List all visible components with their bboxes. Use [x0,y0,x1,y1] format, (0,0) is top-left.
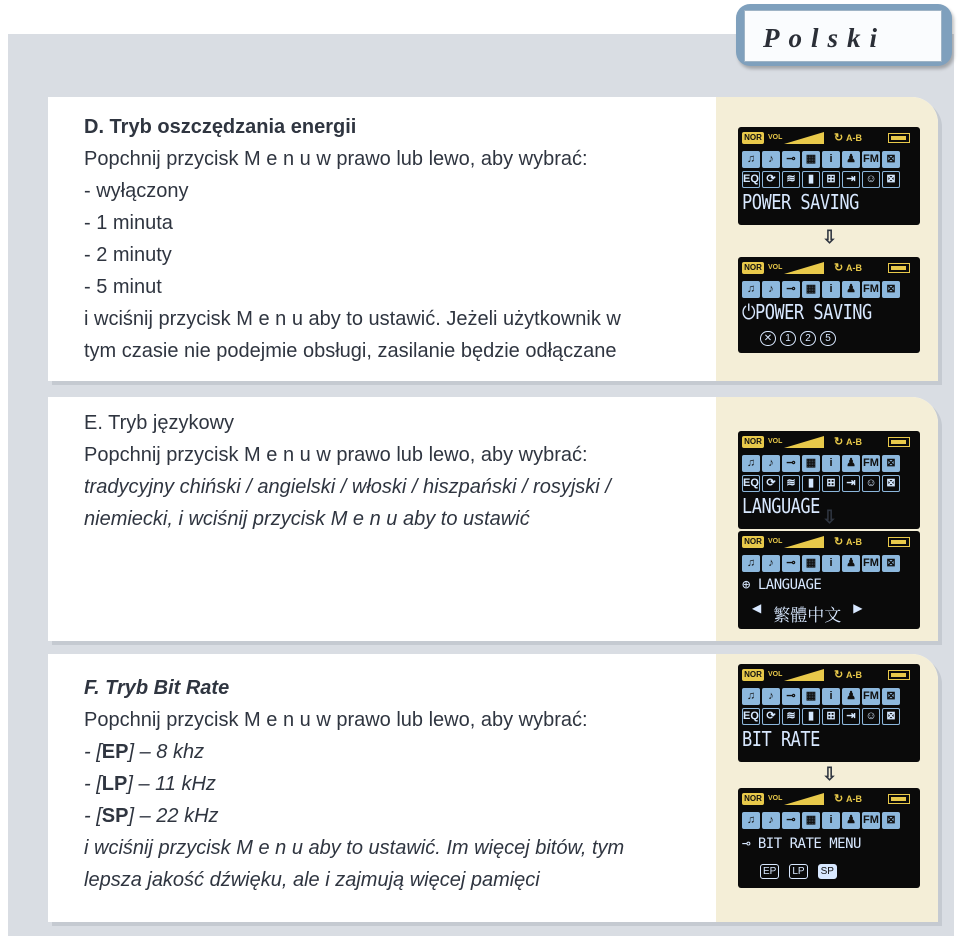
menu-icon: ♫ [742,455,760,472]
down-arrow-icon: ⇩ [822,507,838,527]
menu-icon: i [822,555,840,572]
menu-icon: ≋ [782,475,800,492]
menu-icon: ≋ [782,708,800,725]
lcd-label-text: POWER SAVING [754,301,872,325]
menu-icon: FM [862,555,880,572]
menu-icon: ⊸ [782,455,800,472]
nor-badge: NOR [742,536,764,548]
menu-icon: ⊠ [882,151,900,168]
menu-icon: ▦ [802,151,820,168]
lcd-icon-row [742,708,916,726]
menu-icon: EQ [742,475,760,492]
menu-icon: ⟳ [762,708,780,725]
menu-icon: ⇥ [842,708,860,725]
language-selector [752,601,912,626]
ab-label: A-B [846,263,862,273]
menu-icon: ▦ [802,688,820,705]
lcd-status-bar [742,535,916,551]
volume-icon [784,132,824,144]
repeat-icon: ↻ [834,793,844,805]
menu-icon: ♪ [762,812,780,829]
option-2: 2 [800,331,816,346]
lcd-options [760,331,836,346]
menu-icon: ⇥ [842,475,860,492]
menu-icon: ⊠ [882,555,900,572]
text-line: Popchnij przycisk M e n u w prawo lub lewo, aby wybrać: [84,148,588,170]
menu-icon: ♫ [742,812,760,829]
lcd-label [742,301,872,325]
menu-icon: i [822,688,840,705]
text-line: - wyłączony [84,180,189,202]
lcd-icon-row [742,151,916,169]
section-text [84,407,611,535]
bitrate-lp-line [84,768,624,800]
menu-icon: ⊸ [782,812,800,829]
language-value: 繁體中文 [773,606,842,625]
menu-icon: ♪ [762,688,780,705]
text-fragment: - [ [84,805,102,827]
down-arrow-icon: ⇩ [822,227,838,247]
lcd-icon-row [742,688,916,706]
menu-icon: ⊠ [882,475,900,492]
menu-icon: FM [862,688,880,705]
volume-label: VOL [768,671,783,678]
menu-icon: ⇥ [842,171,860,188]
volume-label: VOL [768,795,783,802]
ab-label: A-B [846,537,862,547]
menu-icon: ⊸ [782,151,800,168]
bitrate-ep-line [84,736,624,768]
text-line: - 2 minuty [84,244,172,266]
menu-icon: ♪ [762,151,780,168]
lcd-icon-row [742,171,916,189]
menu-icon: ♟ [842,281,860,298]
lcd-status-bar [742,668,916,684]
nor-badge: NOR [742,793,764,805]
battery-icon [888,537,910,547]
lcd-screen-power-saving [738,127,920,225]
lcd-label: POWER SAVING [742,191,859,215]
menu-icon: ♫ [742,151,760,168]
bitrate-code: EP [101,741,129,763]
menu-icon: ♟ [842,151,860,168]
option-sp: SP [818,864,837,879]
menu-icon: ▮ [802,708,820,725]
repeat-icon: ↻ [834,436,844,448]
menu-icon: ♟ [842,812,860,829]
volume-label: VOL [768,538,783,545]
lcd-label: LANGUAGE [742,495,820,519]
lcd-screen-language-options [738,531,920,629]
menu-icon: EQ [742,171,760,188]
bitrate-code: LP [101,773,128,795]
repeat-icon: ↻ [834,262,844,274]
section-power-saving [48,97,938,381]
right-triangle-icon: ▶ [853,601,863,615]
nor-badge: NOR [742,262,764,274]
volume-icon [784,669,824,681]
lcd-label-text: BIT RATE MENU [757,836,861,852]
text-line: i wciśnij przycisk M e n u aby to ustawić. Jeżeli użytkownik w [84,308,621,330]
text-line: - 1 minuta [84,212,173,234]
menu-icon: ♟ [842,455,860,472]
section-language [48,397,938,641]
ab-label: A-B [846,437,862,447]
battery-icon [888,263,910,273]
menu-icon: ⊸ [782,555,800,572]
menu-icon: FM [862,455,880,472]
volume-icon [784,793,824,805]
nor-badge: NOR [742,669,764,681]
lcd-icon-row [742,281,916,299]
section-text [84,111,621,367]
nor-badge: NOR [742,132,764,144]
text-fragment: ] – 11 kHz [127,773,216,795]
lcd-status-bar [742,261,916,277]
section-bit-rate [48,654,938,922]
section-heading: D. Tryb oszczędzania energii [84,116,357,138]
menu-icon: ♪ [762,455,780,472]
lcd-label [742,577,821,593]
text-fragment: - [ [84,741,102,763]
ab-label: A-B [846,794,862,804]
text-line: - 5 minut [84,276,162,298]
menu-icon: ⊸ [782,281,800,298]
menu-icon: ⊠ [882,171,900,188]
menu-icon: ▮ [802,475,820,492]
menu-icon: i [822,151,840,168]
menu-icon: FM [862,151,880,168]
menu-icon: ☺ [862,708,880,725]
menu-icon: ♪ [762,281,780,298]
repeat-icon: ↻ [834,669,844,681]
text-line: lepsza jakość dźwięku, ale i zajmują więcej pamięci [84,869,540,891]
menu-icon: ⊠ [882,281,900,298]
menu-icon: ⊞ [822,171,840,188]
text-line: tradycyjny chiński / angielski / włoski / hiszpański / rosyjski / [84,476,611,498]
menu-icon: ⊠ [882,708,900,725]
repeat-icon: ↻ [834,536,844,548]
menu-icon: ⊠ [882,455,900,472]
option-lp: LP [789,864,807,879]
battery-icon [888,794,910,804]
section-heading: F. Tryb Bit Rate [84,677,230,699]
menu-icon: i [822,281,840,298]
repeat-icon: ↻ [834,132,844,144]
text-line: i wciśnij przycisk M e n u aby to ustawić. Im więcej bitów, tym [84,837,625,859]
menu-icon: ♫ [742,688,760,705]
lcd-label [742,836,861,852]
option-off: ✕ [760,331,776,346]
battery-icon [888,670,910,680]
text-fragment: ] – 22 kHz [128,805,219,827]
volume-icon [784,436,824,448]
menu-icon: ≋ [782,171,800,188]
menu-icon: ▦ [802,455,820,472]
ab-label: A-B [846,133,862,143]
text-line: Popchnij przycisk M e n u w prawo lub lewo, aby wybrać: [84,709,588,731]
lcd-screen-bit-rate [738,664,920,762]
lcd-label: BIT RATE [742,728,820,752]
language-tab-inner [744,10,942,62]
volume-label: VOL [768,134,783,141]
lcd-status-bar [742,435,916,451]
menu-icon: ▦ [802,555,820,572]
lcd-icon-row [742,475,916,493]
menu-icon: ♟ [842,688,860,705]
left-triangle-icon: ◀ [752,601,762,615]
bitrate-code: SP [101,805,129,827]
menu-icon: ▮ [802,171,820,188]
section-text [84,672,624,896]
volume-label: VOL [768,438,783,445]
text-fragment: ] – 8 khz [128,741,205,763]
menu-icon: ☺ [862,171,880,188]
volume-label: VOL [768,264,783,271]
menu-icon: FM [862,812,880,829]
power-icon: ⏻ [742,301,755,325]
option-5: 5 [820,331,836,346]
bitrate-sp-line [84,800,624,832]
text-line: niemiecki, i wciśnij przycisk M e n u aby to ustawić [84,508,530,530]
option-1: 1 [780,331,796,346]
lcd-icon-row [742,812,916,830]
option-ep: EP [760,864,779,879]
text-fragment: - [ [84,773,102,795]
language-tab [736,4,952,66]
down-arrow-icon: ⇩ [822,764,838,784]
menu-icon: ⊠ [882,688,900,705]
lcd-screen-power-saving-options [738,257,920,353]
lcd-options [760,864,837,879]
volume-icon [784,536,824,548]
menu-icon: ♪ [762,555,780,572]
volume-icon [784,262,824,274]
menu-icon: ⟳ [762,171,780,188]
menu-icon: ♟ [842,555,860,572]
menu-icon: i [822,455,840,472]
menu-icon: ⊞ [822,708,840,725]
lcd-screen-bit-rate-options [738,788,920,888]
lcd-icon-row [742,455,916,473]
menu-icon: FM [862,281,880,298]
menu-icon: ⊸ [782,688,800,705]
menu-icon: ☺ [862,475,880,492]
menu-icon: ⊠ [882,812,900,829]
lcd-status-bar [742,792,916,808]
menu-icon: ⟳ [762,475,780,492]
menu-icon: ⊞ [822,475,840,492]
lcd-label-text: LANGUAGE [757,577,822,593]
battery-icon [888,133,910,143]
menu-icon: ▦ [802,281,820,298]
menu-icon: i [822,812,840,829]
section-heading: E. Tryb językowy [84,412,235,434]
text-line: tym czasie nie podejmie obsługi, zasilanie będzie odłączane [84,340,617,362]
lcd-icon-row [742,555,916,573]
menu-icon: EQ [742,708,760,725]
menu-icon: ♫ [742,555,760,572]
lcd-status-bar [742,131,916,147]
battery-icon [888,437,910,447]
ab-label: A-B [846,670,862,680]
nor-badge: NOR [742,436,764,448]
menu-icon: ♫ [742,281,760,298]
language-tab-label: Polski [763,23,887,53]
globe-icon: ⊕ [742,577,750,593]
text-line: Popchnij przycisk M e n u w prawo lub lewo, aby wybrać: [84,444,588,466]
menu-icon: ▦ [802,812,820,829]
bitrate-icon: ⊸ [742,836,750,852]
